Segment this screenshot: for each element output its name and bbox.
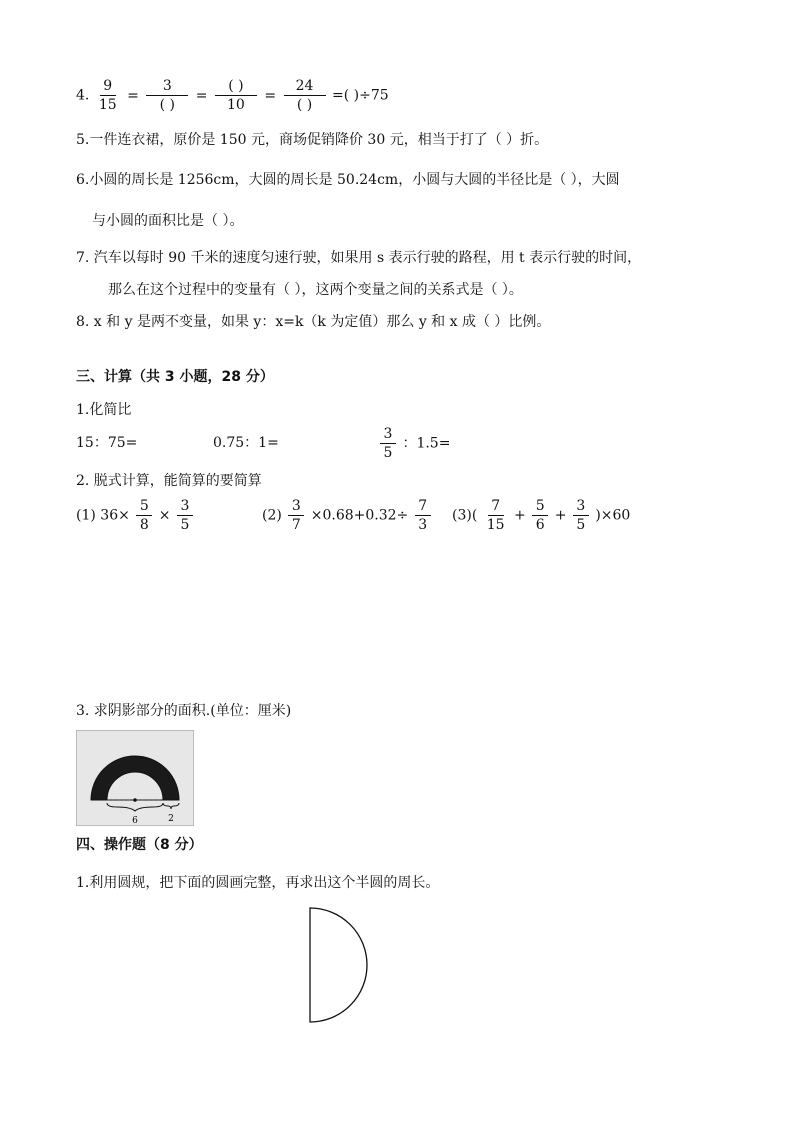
ratio-3-fraction: $\frac{3}{5}$ [380,426,396,461]
section-4-title: 四、操作题（8 分） [76,837,203,853]
figure-label-2: 2 [168,814,174,824]
section-4-sub-1: 1.利用圆规，把下面的圆画完整，再求出这个半圆的周长。 [76,875,440,891]
question-7-line-2: 那么在这个过程中的变量有（ ），这两个变量之间的关系式是（ ）。 [108,282,523,298]
section-3-sub-1: 1.化简比 [76,402,132,418]
section-3-sub-3: 3. 求阴影部分的面积.(单位：厘米) [76,703,292,719]
shaded-area-figure [76,730,194,826]
q4-fraction-1: $\frac{9}{15}$ [98,78,117,113]
q4-fraction-4: $\frac{24}{( )}$ [284,78,326,113]
question-5: 5.一件连衣裙，原价是 150 元，商场促销降价 30 元，相当于打了（ ）折。 [76,132,549,148]
question-8: 8. x 和 y 是两不变量，如果 y：x=k（k 为定值）那么 y 和 x 成（ ）比例。 [76,314,551,330]
figure-label-6: 6 [132,816,138,825]
q4-fraction-3: $\frac{( )}{10}$ [215,78,257,113]
half-ring-diagram [77,731,193,825]
q4-number: 4. [76,87,90,104]
section-3-sub-2: 2. 脱式计算，能简算的要简算 [76,473,262,489]
question-6-line-2: 与小圆的面积比是（ ）。 [92,213,244,229]
question-6-line-1: 6.小圆的周长是 1256cm，大圆的周长是 50.24cm，小圆与大圆的半径比是（ ），大圆 [76,172,620,188]
q4-fraction-2: $\frac{3}{( )}$ [146,78,188,113]
section-3-title: 三、计算（共 3 小题，28 分） [76,369,274,385]
ratio-3: $\frac{3}{5}$ ：1.5= [378,426,450,461]
q4-tail: =( )÷75 [332,87,389,104]
expression-2: (2) $\frac{3}{7}$ ×0.68+0.32÷ $\frac{7}{3}$ [262,498,433,533]
expression-1: (1) 36× $\frac{5}{8}$ × $\frac{3}{5}$ [76,498,195,533]
semicircle-diagram [300,900,380,1030]
ratio-1: 15：75= [76,435,138,451]
ratio-2: 0.75：1= [213,435,279,451]
expression-3: (3)( $\frac{7}{15}$ + $\frac{5}{6}$ + $\frac{3}{5}$ )×60 [452,498,631,533]
question-7-line-1: 7. 汽车以每时 90 千米的速度匀速行驶，如果用 s 表示行驶的路程，用 t 表示行驶的时间， [76,250,642,266]
question-4: 4. $\frac{9}{15}$ = $\frac{3}{( )}$ = $\frac{( )}{10}$ = $\frac{24}{( )}$ =( )÷75 [76,78,389,113]
